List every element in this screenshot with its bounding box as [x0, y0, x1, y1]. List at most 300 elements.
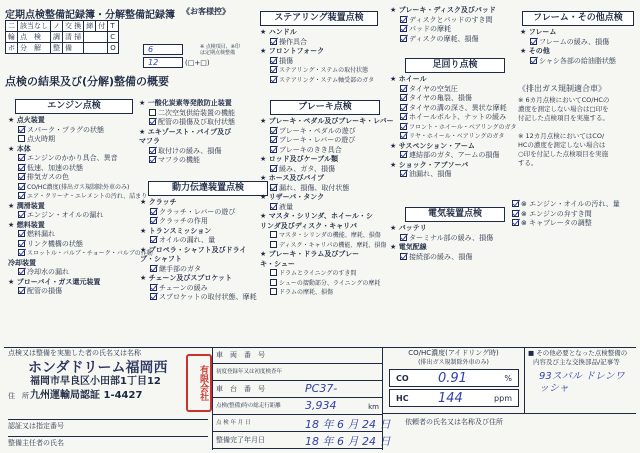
- check-item-label: 取付けの緩み、損傷: [158, 146, 222, 155]
- check-item: [388, 142, 518, 152]
- check-item: [388, 25, 513, 35]
- check-item-label: フレームの緩み、損傷: [539, 37, 610, 46]
- engine-head: エンジン点検: [15, 99, 133, 114]
- checkbox[interactable]: [150, 217, 157, 224]
- check-item-label: ★ 電気配線: [390, 243, 427, 251]
- vehicle-row: [213, 415, 391, 432]
- check-item-label: ブレーキ・ペダルの遊び: [279, 126, 356, 135]
- vehicle-row-label: 整備完了年月日: [216, 436, 265, 444]
- check-item-label: フロント・ホイール・ベアリングのガタ: [409, 123, 517, 131]
- check-item-label: ドラムとライニングのすき間: [279, 270, 357, 277]
- schedule-legend-grid: 二 該当なし ノ 交 換 締 付 T 輪 点 検 調 清 掃 C ボ 分 解 整 備 O: [5, 20, 119, 54]
- check-item-label: 燃料漏れ: [27, 230, 55, 238]
- address-label: 住 所: [8, 392, 29, 400]
- emission-section: [137, 99, 262, 166]
- check-item-label: ホイールボルト、ナットの緩み: [409, 113, 507, 121]
- vehicle-row: [213, 398, 383, 415]
- checkbox[interactable]: [149, 147, 156, 154]
- hc-value: 144: [438, 391, 463, 406]
- check-item: [258, 127, 388, 137]
- checkbox[interactable]: [270, 146, 277, 153]
- note-line: [518, 123, 638, 132]
- checkbox[interactable]: [18, 240, 25, 247]
- check-item: [6, 268, 136, 278]
- note-check: [512, 210, 637, 220]
- check-item-label: ステアリング・ステムの取付状態: [279, 67, 369, 74]
- checkbox[interactable]: [18, 211, 25, 218]
- check-item: [6, 278, 136, 288]
- client-label: 依頼者の氏名又は名称及び住所: [405, 418, 503, 426]
- check-item: [137, 156, 262, 166]
- check-item: [258, 203, 388, 213]
- check-item-label: ★ ハンドル: [260, 28, 297, 36]
- check-item: [258, 174, 388, 184]
- check-item: [388, 123, 518, 133]
- checkbox[interactable]: [270, 288, 277, 295]
- interval-months: [143, 44, 183, 55]
- check-item-label: 点火時期: [27, 135, 55, 143]
- vehicle-row-value: 18 年 6 月 24 日: [305, 435, 391, 448]
- check-item: [137, 118, 262, 128]
- check-item-label: 損傷: [279, 56, 293, 65]
- checkbox[interactable]: [18, 173, 25, 180]
- drivetrain-section: [138, 198, 263, 303]
- check-item-label: スパーク・プラグの状態: [27, 125, 104, 134]
- check-item-label: ディスク・キャリパの機能、摩耗、損傷: [279, 241, 387, 249]
- check-item-label: 接続部の緩み、損傷: [409, 252, 473, 261]
- check-item-label: スロットル・バルブ・チョーク・バルブの作動: [27, 250, 153, 257]
- check-item: [6, 135, 136, 145]
- co-unit: %: [504, 374, 512, 383]
- checkbox[interactable]: [512, 200, 519, 207]
- check-item: [388, 6, 513, 16]
- check-item: [258, 231, 388, 241]
- note-check: [512, 219, 637, 229]
- hc-row: [389, 389, 519, 407]
- checkbox[interactable]: [270, 57, 277, 64]
- check-item: [258, 184, 388, 194]
- check-item-label: シャシ各部の給油脂状態: [539, 56, 616, 65]
- check-item-label: 配管の損傷及び取付状態: [158, 118, 235, 126]
- check-item: [258, 66, 388, 76]
- check-item-label: ★ 燃料装置: [8, 220, 45, 229]
- vehicle-row: [213, 364, 383, 381]
- other-title: ■ その他必要となった点検整備の: [528, 349, 628, 357]
- note-check-label: ⊗ エンジンの弁すき間: [521, 209, 592, 218]
- checkbox[interactable]: [400, 234, 407, 241]
- checkbox[interactable]: [400, 85, 407, 92]
- check-item: [258, 38, 388, 48]
- checkbox[interactable]: [149, 156, 156, 163]
- check-item: [388, 253, 518, 263]
- check-item: [258, 165, 388, 175]
- vehicle-row-value: 18 年 6 月 24 日: [305, 418, 391, 431]
- check-item: [6, 126, 136, 136]
- check-item: [138, 198, 263, 208]
- auth-number-label: 認証又は指定番号: [8, 419, 208, 431]
- check-item-label: マスタ・シリンダの機能、摩耗、損傷: [279, 232, 381, 239]
- check-item: [138, 293, 263, 303]
- vehicle-table: [212, 347, 391, 450]
- disc-section: [388, 6, 513, 44]
- check-item: [258, 28, 388, 38]
- check-item-label: タイヤの亀裂、損傷: [409, 94, 472, 102]
- check-item: [138, 217, 263, 227]
- check-item: [6, 211, 136, 221]
- check-item-label: ★ チェーン及びスプロケット: [140, 274, 233, 282]
- note-line: ○印を付記した点検項目を実施: [518, 150, 609, 158]
- check-item-label: ブレーキ・レバーの遊び: [279, 136, 356, 144]
- check-item-label: タイヤの空気圧: [409, 84, 458, 93]
- checkbox[interactable]: [270, 241, 277, 248]
- steering-section: [258, 28, 388, 85]
- checkbox[interactable]: [400, 253, 407, 260]
- check-item: [258, 117, 394, 127]
- check-item: [388, 35, 513, 45]
- check-item: [388, 224, 518, 234]
- co-hc-title: CO/HC濃度(アイドリング時): [408, 349, 499, 357]
- check-item-label: ★ リザーバ・タンク: [260, 193, 325, 201]
- hc-label: HC: [396, 394, 409, 403]
- check-item: [6, 240, 136, 250]
- check-item-label: ★ ブレーキ・ペダル及びブレーキ・レバー: [260, 117, 394, 125]
- checkbox[interactable]: [18, 164, 25, 171]
- check-item: [388, 104, 518, 114]
- check-item-label: ★ ショック・アブソーバ: [390, 160, 469, 169]
- check-item: [138, 255, 263, 265]
- check-item-label: ★ ブレーキ・ディスク及びパッド: [390, 6, 496, 14]
- check-item: [138, 265, 263, 275]
- drivetrain-head: 動力伝達装置点検: [148, 181, 268, 196]
- checkbox[interactable]: [270, 231, 277, 238]
- co-value: 0.91: [438, 371, 467, 386]
- vehicle-row-value: PC37-: [305, 382, 338, 395]
- wheels-section: [388, 75, 518, 180]
- check-item-label: 連結部のガタ、アームの損傷: [409, 151, 500, 159]
- check-item: [388, 113, 518, 123]
- check-item: [518, 38, 638, 48]
- checkbox[interactable]: [150, 236, 157, 243]
- check-item: [258, 250, 388, 260]
- vehicle-row-label: 初度登録年又は初度検査年: [216, 369, 283, 375]
- check-item: [258, 193, 388, 203]
- electrical-section: [388, 224, 518, 262]
- checkbox[interactable]: [270, 165, 277, 172]
- check-item-label: クラッチ・レバーの遊び: [159, 207, 236, 216]
- check-item-label: ★ ホース及びパイプ: [260, 174, 325, 182]
- inspector-label: 点検又は整備を実施した者の氏名又は名称: [8, 349, 141, 357]
- check-item-label: チェーンの緩み: [159, 283, 208, 292]
- check-item-label: マフラの機能: [158, 156, 200, 164]
- wheels-head: 足回り点検: [405, 58, 505, 73]
- check-item-label: ステアリング・ステム軸受部のガタ: [279, 76, 375, 84]
- chief-mechanic-label: 整備主任者の氏名: [8, 436, 208, 448]
- check-item: [518, 57, 638, 67]
- brake-section: [258, 117, 394, 298]
- check-item-label: エンジンのかかり具合、異音: [27, 154, 118, 162]
- interval-km: 12 (□+□): [143, 57, 210, 68]
- checkbox[interactable]: [18, 287, 25, 294]
- check-item-label: ★ サスペンション・アーム: [390, 141, 475, 150]
- checkbox[interactable]: [150, 284, 157, 291]
- check-item: [258, 47, 388, 57]
- checkbox[interactable]: [512, 219, 519, 226]
- checkbox[interactable]: [530, 57, 537, 64]
- checkbox[interactable]: [18, 154, 25, 161]
- check-item: [258, 279, 388, 289]
- check-item: [6, 164, 136, 174]
- co-hc-panel: [382, 347, 524, 413]
- check-item-label: ★ フロントフォーク: [260, 47, 325, 55]
- note-line: HCの濃度を測定しない場合は: [518, 141, 606, 149]
- check-item: [388, 243, 518, 253]
- check-item-label: ディスクの摩耗、損傷: [409, 34, 479, 43]
- check-item-label: 冷却水の漏れ: [27, 268, 69, 276]
- check-item-label: ドラムの摩耗、損傷: [279, 289, 333, 296]
- vehicle-row-value: 3,934: [305, 399, 337, 412]
- checkbox[interactable]: [270, 136, 277, 143]
- check-item-label: ★ ロッド及びケーブル類: [260, 155, 338, 163]
- checkbox[interactable]: [18, 249, 25, 256]
- check-item-label: リヤ・ホイール・ベアリングのガタ: [409, 133, 505, 140]
- customer-copy-label: 《お客様控》: [182, 7, 230, 16]
- check-item-label: 緩み、ガタ、損傷: [279, 164, 335, 173]
- check-item-label: 二次空気供給装置の機能: [158, 108, 235, 117]
- checkbox[interactable]: [400, 151, 407, 158]
- check-item: [6, 145, 136, 155]
- check-item: [388, 85, 518, 95]
- shop-name: ホンダドリーム福岡西: [28, 360, 168, 376]
- check-item-label: ★ ブローバイ・ガス還元装置: [8, 277, 101, 286]
- grid-cell: 該当なし: [18, 21, 51, 32]
- check-item: [138, 274, 263, 284]
- check-item-label: ★ バッテリ: [390, 224, 427, 232]
- note-line: 濃度を測定しない場合は□印を: [518, 105, 609, 113]
- note-line: する。: [518, 159, 538, 167]
- check-item-label: クラッチの作用: [159, 217, 208, 225]
- vehicle-row-label: 車 両 番 号: [216, 351, 265, 359]
- check-item-label: ★ マスタ・シリンダ、ホイール・シ: [260, 212, 373, 220]
- check-item: [6, 287, 136, 297]
- check-item: [258, 288, 388, 298]
- client-panel: [382, 413, 636, 450]
- check-item-label: エア・クリーナ・エレメントの汚れ、詰まり: [27, 193, 148, 200]
- hc-unit: ppm: [494, 394, 512, 403]
- check-item-label: 漏れ、損傷、取付状態: [279, 183, 350, 192]
- checkbox[interactable]: [400, 35, 407, 42]
- check-item-label: 低速、加速の状態: [27, 163, 83, 172]
- checkbox[interactable]: [150, 293, 157, 300]
- check-item-label: ディスクとパッドのすき間: [409, 15, 493, 24]
- check-item-label: ★ トランスミッション: [140, 226, 212, 235]
- checkbox[interactable]: [270, 66, 277, 73]
- steering-head: ステアリング装置点検: [260, 11, 378, 26]
- check-item-label: パッドの摩耗: [409, 25, 451, 33]
- check-item: [258, 146, 388, 156]
- check-item-label: ★ 一酸化炭素等発散防止装置: [139, 99, 232, 107]
- check-item-label: 液量: [279, 202, 293, 211]
- check-item-label: ★ その他: [520, 47, 550, 55]
- check-item-label: ★ 潤滑装置: [8, 201, 45, 210]
- check-item: [6, 192, 148, 202]
- notes-checks: [512, 200, 637, 229]
- note-line: 付記した点検項目を実施する。: [518, 114, 609, 122]
- checkbox[interactable]: [18, 268, 25, 275]
- check-item: [258, 212, 388, 222]
- frame-head: フレーム・その他点検: [522, 11, 634, 26]
- checkbox[interactable]: [270, 184, 277, 191]
- check-item-label: シューの摺動部分、ライニングの摩耗: [279, 279, 381, 287]
- check-item-label: スプロケットの取付状態、摩耗: [159, 293, 257, 301]
- frame-section: [518, 28, 638, 66]
- check-item: [6, 230, 136, 240]
- check-item-label: キ・シュー: [260, 259, 295, 268]
- check-item: [388, 234, 518, 244]
- notes-title: 《排出ガス規制適合車》: [518, 84, 606, 93]
- vehicle-row-label: 車 台 番 号: [216, 385, 265, 393]
- checkbox[interactable]: [270, 38, 277, 45]
- check-item-label: マフラ: [139, 137, 160, 145]
- note-check: [512, 200, 637, 210]
- check-item: [6, 173, 136, 183]
- checkbox[interactable]: [400, 170, 407, 177]
- co-row: [389, 369, 519, 387]
- interval-legend: ※ 点検項目、※印は定期点検整備: [200, 44, 240, 56]
- check-item: [6, 116, 136, 126]
- check-item: [258, 260, 388, 270]
- checkbox[interactable]: [18, 126, 25, 133]
- checkbox[interactable]: [400, 123, 407, 130]
- check-item-label: 排気ガスの色: [27, 173, 69, 181]
- company-seal: 有限会社: [186, 354, 212, 412]
- brake-head: ブレーキ点検: [270, 100, 380, 115]
- check-item-label: ★ 本体: [8, 144, 31, 153]
- check-item: [388, 94, 518, 104]
- check-item: [6, 221, 136, 231]
- checkbox[interactable]: [512, 210, 519, 217]
- months-box: 6: [143, 44, 183, 55]
- check-item-label: ★ フレーム: [520, 28, 557, 36]
- check-item-label: ターミナル部の緩み、損傷: [409, 233, 494, 242]
- checkbox[interactable]: [400, 16, 407, 23]
- check-item-label: ブ・シャフト: [140, 255, 182, 263]
- co-label: CO: [396, 374, 409, 383]
- check-item: [137, 99, 262, 109]
- checkbox[interactable]: [150, 265, 157, 272]
- note-line: ※ 6カ月点検においてCO/HCの: [518, 96, 610, 104]
- checkbox[interactable]: [270, 203, 277, 210]
- checkbox[interactable]: [270, 127, 277, 134]
- check-item-label: 操作具合: [279, 37, 307, 46]
- check-item: [6, 202, 136, 212]
- other-title-2: 内容及び主な交換部品/記事等: [533, 358, 620, 366]
- check-item: [388, 161, 518, 171]
- check-item: [137, 137, 262, 147]
- checkbox[interactable]: [400, 132, 407, 139]
- check-item-label: ★ 点火装置: [8, 116, 45, 124]
- vehicle-row: [213, 381, 383, 398]
- check-item: [388, 170, 518, 180]
- shop-address: 福岡市早良区小田部1丁目12: [30, 376, 161, 387]
- check-item-label: ★ ブレーキ・ドラム及びブレー: [260, 250, 360, 258]
- check-item-label: リンク機構の状態: [27, 239, 83, 248]
- checkbox[interactable]: [149, 109, 156, 116]
- check-item-label: リンダ及びディスク・キャリパ: [260, 221, 357, 230]
- checkbox[interactable]: [18, 192, 25, 199]
- vehicle-row-label: 点 検 年 月 日: [216, 420, 251, 426]
- check-item-label: 冷却装置: [8, 258, 36, 267]
- check-item: [258, 269, 388, 279]
- form-title: 定期点検整備記録簿・分解整備記録簿: [5, 10, 175, 21]
- checkbox[interactable]: [18, 135, 25, 142]
- check-item-label: ブレーキのきき具合: [279, 145, 342, 154]
- co-hc-subtitle: (排出ガス規制除外車のみ): [418, 359, 489, 366]
- check-item: [6, 249, 153, 259]
- vehicle-row: [213, 347, 383, 364]
- checkbox[interactable]: [530, 38, 537, 45]
- checkbox[interactable]: [270, 76, 277, 83]
- other-note: 93スバル ドレンワッシャ: [539, 371, 625, 394]
- other-panel: [524, 347, 636, 413]
- check-item-label: ★ クラッチ: [140, 198, 177, 206]
- checkbox[interactable]: [270, 269, 277, 276]
- check-item-label: ★ ホイール: [390, 75, 427, 83]
- checkbox[interactable]: [400, 94, 407, 101]
- checkbox[interactable]: [270, 279, 277, 286]
- checkbox[interactable]: [150, 208, 157, 215]
- check-item-label: エンジン・オイルの漏れ: [27, 211, 104, 219]
- note-check-label: ⊗ キャブレータの調整: [521, 219, 592, 227]
- check-item: [258, 76, 388, 86]
- note-check-label: ⊗ エンジン・オイルの汚れ、量: [521, 200, 620, 208]
- check-item-label: 配管の損傷: [27, 287, 62, 295]
- check-item: [388, 75, 518, 85]
- check-item: [388, 132, 518, 142]
- check-item: [258, 136, 388, 146]
- note-line: ※ 12カ月点検においてはCO/: [518, 132, 605, 140]
- check-item: [138, 246, 263, 256]
- check-item-label: タイヤの溝の深さ、異状な摩耗: [409, 103, 507, 112]
- notes-lines: [518, 96, 638, 168]
- check-item-label: ★ エキゾースト・パイプ及び: [139, 127, 232, 136]
- check-item-label: 継手部のガタ: [159, 264, 201, 273]
- check-item-label: CO/HC濃度(排出ガス規制除外車のみ): [27, 183, 130, 191]
- grid-cell: 二: [6, 21, 18, 32]
- summary-title: 点検の結果及び(分解)整備の概要: [5, 75, 170, 88]
- vehicle-row: [213, 432, 391, 449]
- shop-cert: 九州運輸局認証 1-4427: [30, 390, 143, 401]
- checkbox[interactable]: [149, 118, 156, 125]
- check-item-label: 油漏れ、損傷: [409, 170, 452, 178]
- checkbox[interactable]: [400, 113, 407, 120]
- check-item-label: ★ プロペラ・シャフト及びドライ: [140, 245, 247, 254]
- checkbox[interactable]: [400, 104, 407, 111]
- km-box: 12: [143, 57, 183, 68]
- electrical-head: 電気装置点検: [405, 207, 505, 222]
- check-item: [258, 57, 388, 67]
- vehicle-row-unit: km: [368, 403, 379, 411]
- check-item: [6, 154, 136, 164]
- checkbox[interactable]: [400, 25, 407, 32]
- check-item: [137, 128, 262, 138]
- check-item: [138, 236, 263, 246]
- check-item: [258, 155, 388, 165]
- checkbox[interactable]: [18, 183, 25, 190]
- vehicle-row-label: 点検(整備)時の総走行距離: [216, 403, 281, 409]
- check-item: [388, 151, 518, 161]
- check-item: [258, 241, 388, 251]
- checkbox[interactable]: [18, 230, 25, 237]
